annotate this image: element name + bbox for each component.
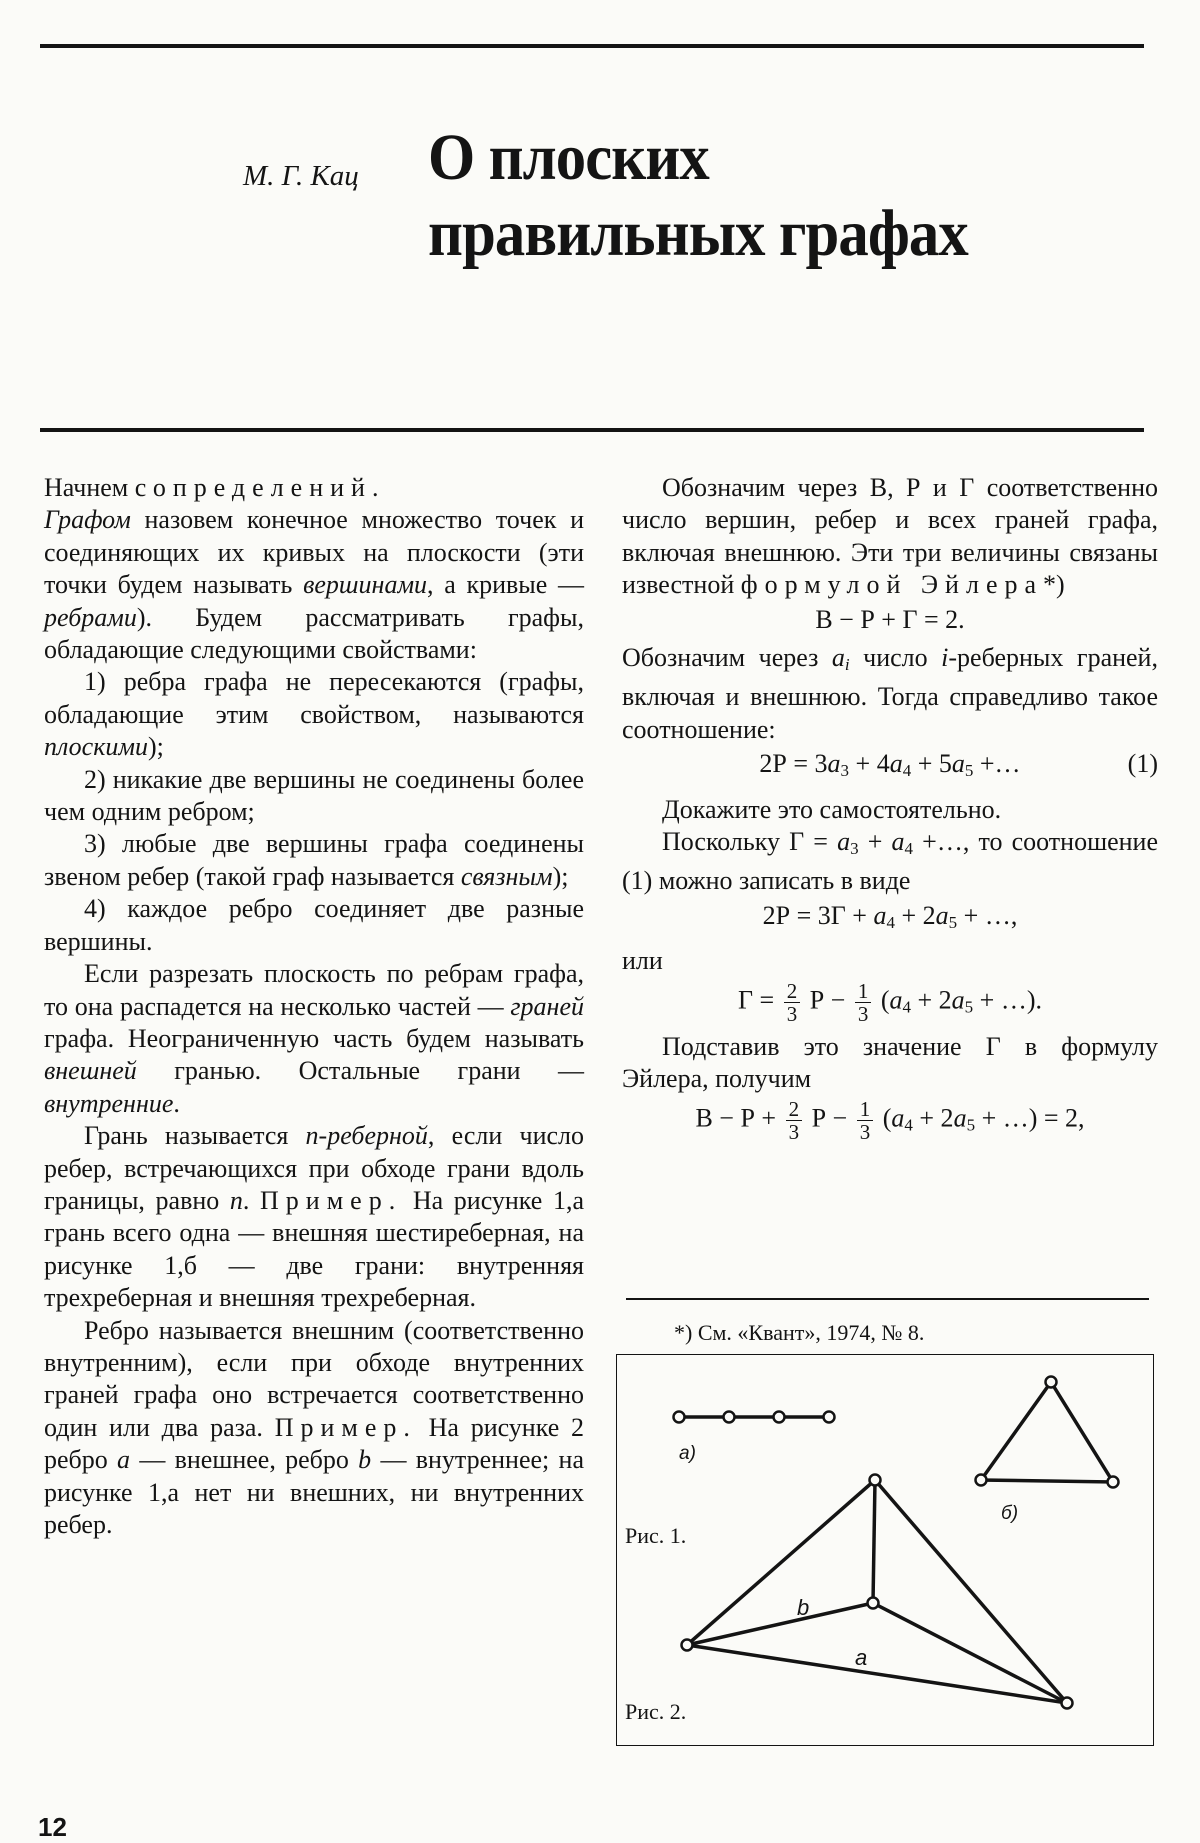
figure-1b-label: б)	[1001, 1503, 1019, 1524]
equation-4	[622, 1098, 1158, 1143]
n-face-paragraph	[44, 1120, 584, 1314]
graph-definition	[44, 504, 584, 666]
eq-text: + …,	[957, 900, 1018, 930]
text: Поскольку Г =	[662, 827, 838, 857]
eq-text: Р −	[803, 985, 852, 1015]
eq-text: +…	[973, 749, 1021, 779]
fraction-two-thirds	[786, 1098, 803, 1143]
text: число	[849, 643, 942, 673]
var-a: a	[827, 749, 841, 779]
text: );	[147, 732, 164, 762]
title-line-1: О плоских	[428, 121, 709, 194]
numerator: 2	[784, 980, 801, 1003]
text: 1) ребра графа не пересекаются (графы, обладающие этим свойством, называются	[44, 667, 584, 729]
text: +…, то соотношение (1) можно записать в виде	[622, 827, 1158, 896]
term-outer: внешней	[44, 1056, 137, 1086]
term-planar: плоскими	[44, 732, 148, 762]
text: , а кривые —	[427, 570, 584, 600]
intro-paragraph	[44, 472, 584, 504]
vertex	[824, 1412, 835, 1423]
figure-1b-vertices	[976, 1377, 1119, 1488]
eq-text: + …).	[973, 985, 1042, 1015]
subscript: 3	[840, 761, 850, 781]
text: На рисунке 2 ребро	[44, 1412, 584, 1475]
var-a: a	[935, 900, 949, 930]
denominator: 3	[786, 1001, 798, 1026]
text: графа. Неограниченную часть будем называть	[44, 1023, 584, 1053]
var-a: a	[117, 1445, 131, 1475]
footnote-mark: *)	[1043, 570, 1065, 600]
text: .	[173, 1088, 180, 1118]
var-a: a	[837, 827, 851, 857]
text: гранью. Остальные грани —	[136, 1056, 584, 1086]
eq-text: + 4	[849, 749, 890, 779]
equation-1	[622, 748, 1158, 787]
equation-number: (1)	[1127, 749, 1158, 779]
var-a: a	[951, 749, 965, 779]
eq-text: (	[876, 1102, 892, 1132]
graph-drawings	[617, 1355, 1153, 1745]
numerator: 2	[786, 1098, 803, 1121]
figure-1b-triangle	[981, 1382, 1113, 1482]
property-4: 4) каждое ребро соединяет две разные вершины.	[44, 894, 584, 956]
text: Если разрезать плоскость по ребрам графа, то она распадется на несколько частей —	[44, 959, 584, 1021]
figure-1a-label: a)	[679, 1443, 696, 1464]
prove-yourself: Докажите это самостоятельно.	[662, 794, 1002, 824]
triangle-edges	[981, 1382, 1113, 1482]
term-connected: связным	[460, 861, 553, 891]
equation-3	[622, 980, 1158, 1025]
right-column	[622, 472, 1158, 1149]
edge-a-label: a	[855, 1645, 868, 1670]
article-title	[428, 120, 968, 272]
term-faces: граней	[510, 991, 584, 1021]
text: ). Будем рассматривать графы, обладающие следующими свойствами:	[44, 602, 584, 665]
vertex	[674, 1412, 685, 1423]
term-n-face: n-реберной	[305, 1121, 428, 1151]
text: — внутреннее; на рисунке 1,а нет ни внешних, ни внутренних ребер.	[44, 1445, 584, 1539]
eq-text: + …) = 2,	[975, 1102, 1085, 1132]
vertex	[870, 1475, 881, 1486]
term-graph: Графом	[44, 505, 131, 535]
text: Грань называется	[84, 1121, 306, 1151]
term-vertices: вершинами	[303, 570, 428, 600]
text: — внешнее, ребро	[130, 1445, 359, 1475]
subscript: 4	[902, 761, 912, 781]
property-3	[44, 828, 584, 893]
subscript: 4	[902, 997, 911, 1017]
page-number: 12	[38, 1812, 67, 1842]
eq-text: + 5	[911, 749, 952, 779]
var-a: a	[891, 1102, 905, 1132]
text: 3) любые две вершины графа соединены звеном ребер (такой граф называется	[44, 829, 584, 891]
header-bottom-rule	[40, 428, 1144, 432]
euler-formula-label: формулой Эйлера	[740, 570, 1044, 600]
vertex	[976, 1475, 987, 1486]
text: Обозначим через В, Р и Г соответственно число вершин, ребер и всех граней графа, включая внешнюю. Эти три величины связаны известной	[622, 473, 1158, 600]
term-inner: внутренние	[44, 1088, 174, 1118]
figure-box	[616, 1354, 1154, 1746]
text: );	[552, 861, 569, 891]
eq-text: 2Р = 3	[759, 749, 828, 779]
var-a: a	[889, 749, 903, 779]
subscript: 5	[964, 997, 974, 1017]
edge	[687, 1480, 875, 1645]
ai-definition	[622, 642, 1158, 746]
numerator: 1	[855, 980, 872, 1003]
vertex	[868, 1598, 879, 1609]
intro-spaced: определений.	[152, 473, 386, 502]
example-label: Пример.	[260, 1185, 403, 1215]
eq-text: Г =	[738, 985, 781, 1015]
var-a: a	[889, 985, 903, 1015]
vertex	[682, 1640, 693, 1651]
footnote-rule	[626, 1298, 1149, 1300]
text: назовем конечное множество точек и соединяющих их кривых на плоскости (эти точки будем называть	[44, 505, 584, 600]
subscript: 5	[966, 1114, 976, 1134]
vertex	[1108, 1477, 1119, 1488]
text: Ребро называется внешним (соответственно внутренним), если при обходе внутренних граней графа оно встречается соответственно один или два раза.	[44, 1315, 584, 1442]
title-line-2: правильных графах	[428, 197, 968, 270]
edge	[873, 1480, 875, 1603]
vertex	[724, 1412, 735, 1423]
text: .	[242, 1185, 250, 1215]
vertex	[774, 1412, 785, 1423]
property-2: 2) никакие две вершины не соединены более чем одним ребром;	[44, 764, 584, 827]
denominator: 3	[857, 1001, 869, 1026]
eq-text: + 2	[912, 1102, 954, 1132]
subscript: 4	[904, 1114, 913, 1134]
top-rule	[40, 44, 1144, 48]
var-a: a	[891, 827, 905, 857]
var-a: a	[873, 900, 887, 930]
vertex	[1062, 1698, 1073, 1709]
denominator: 3	[859, 1119, 871, 1144]
edge-b	[687, 1603, 873, 1645]
denominator: 3	[788, 1119, 800, 1144]
equation-2	[622, 900, 1158, 939]
left-column	[44, 472, 584, 1541]
subscript: 4	[886, 912, 895, 932]
eq-text: 2Р = 3Г +	[762, 900, 874, 930]
term-edges: ребрами	[44, 602, 137, 632]
eq-text: (	[874, 985, 890, 1015]
eq-text: + 2	[894, 900, 936, 930]
figure-1-caption: Рис. 1.	[625, 1523, 687, 1548]
or-word: или	[622, 946, 663, 976]
euler-intro	[622, 472, 1158, 602]
vertex	[1046, 1377, 1057, 1388]
var-a: a	[953, 1102, 967, 1132]
substitute-paragraph: Подставив это значение Г в формулу Эйлера, получим	[622, 1031, 1158, 1094]
intro-text: Начнем с	[44, 473, 147, 502]
var-i: i	[941, 643, 949, 673]
figure-2-caption: Рис. 2.	[625, 1699, 687, 1724]
example-label: Пример.	[274, 1412, 417, 1442]
edge-b-label: b	[797, 1595, 810, 1620]
faces-paragraph	[44, 958, 584, 1120]
text: Обозначим через	[622, 643, 832, 673]
subscript-i: i	[844, 655, 850, 675]
text: -реберных граней, включая и внешнюю. Тогда справедливо такое соотношение:	[622, 643, 1158, 744]
text: На рисунке 1,а грань всего одна — внешняя шестиреберная, на рисунке 1,б — две грани: внутренняя трехреберная и внешняя трехреберная.	[44, 1185, 584, 1313]
subscript: 4	[904, 839, 914, 859]
var-a: a	[831, 643, 845, 673]
fraction-two-thirds	[784, 980, 801, 1025]
subscript: 5	[964, 761, 974, 781]
text: +	[858, 827, 892, 857]
var-a: a	[951, 985, 965, 1015]
eq-text: + 2	[911, 985, 952, 1015]
footnote: *) См. «Квант», 1974, № 8.	[674, 1320, 925, 1345]
subscript: 5	[948, 912, 958, 932]
property-1	[44, 666, 584, 763]
edge	[875, 1480, 1067, 1703]
fraction-one-third	[855, 980, 872, 1025]
numerator: 1	[857, 1098, 874, 1121]
since-paragraph	[622, 826, 1158, 898]
subscript: 3	[850, 839, 859, 859]
author-name: М. Г. Кац	[243, 160, 359, 192]
edge-type-paragraph	[44, 1315, 584, 1542]
eq-text: Р −	[805, 1102, 854, 1132]
fraction-one-third	[857, 1098, 874, 1143]
var-n: n	[229, 1185, 243, 1215]
euler-equation: В − Р + Г = 2.	[815, 604, 965, 634]
var-b: b	[358, 1445, 372, 1475]
eq-text: В − Р +	[695, 1102, 783, 1132]
text: , если число ребер, встречающихся при обходе грани вдоль границы, равно	[44, 1121, 584, 1215]
